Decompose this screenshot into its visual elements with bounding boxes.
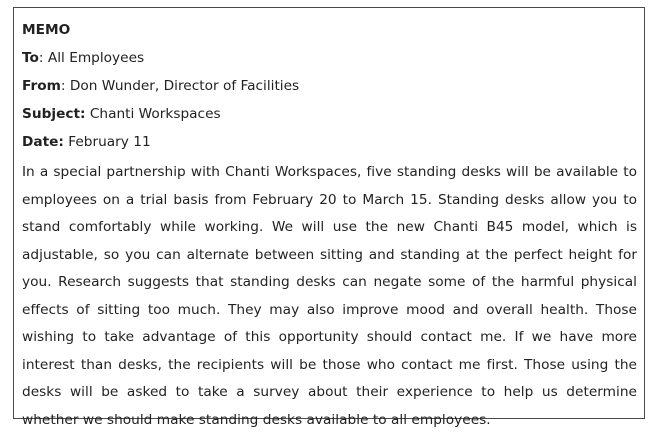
- to-label: To: [22, 50, 39, 66]
- memo-body: In a special partnership with Chanti Workspaces, five standing desks will be available to employees on a trial basis from February 20 to March 15. Standing desks allow you to stand comfortably while working. We will use the new Chanti B45 model, which is adjustable, so you can alternate between sitting and standing at the perfect height for you. Research suggests that standing desks can negate some of the harmful physical effects of sitting too much. They may also improve mood and overall health. Those wishing to take advantage of this opportunity should contact me. If we have more interest than desks, the recipients will be those who contact me first. Those using the desks will be asked to take a survey about their experience to help us determine whether we should make standing desks available to all employees.: [22, 164, 637, 428]
- to-value: : All Employees: [38, 50, 145, 66]
- memo-heading: MEMO: [22, 22, 71, 38]
- subject-value: Chanti Workspaces: [85, 106, 221, 122]
- from-label: From: [22, 78, 61, 94]
- to-line: [22, 44, 637, 72]
- from-line: [22, 72, 637, 100]
- date-label: Date:: [22, 134, 64, 150]
- subject-label: Subject:: [22, 106, 86, 122]
- date-value: February 11: [63, 134, 151, 150]
- from-value: : Don Wunder, Director of Facilities: [60, 78, 300, 94]
- memo-document: [13, 7, 645, 428]
- subject-line: [22, 100, 637, 128]
- date-line: [22, 128, 637, 156]
